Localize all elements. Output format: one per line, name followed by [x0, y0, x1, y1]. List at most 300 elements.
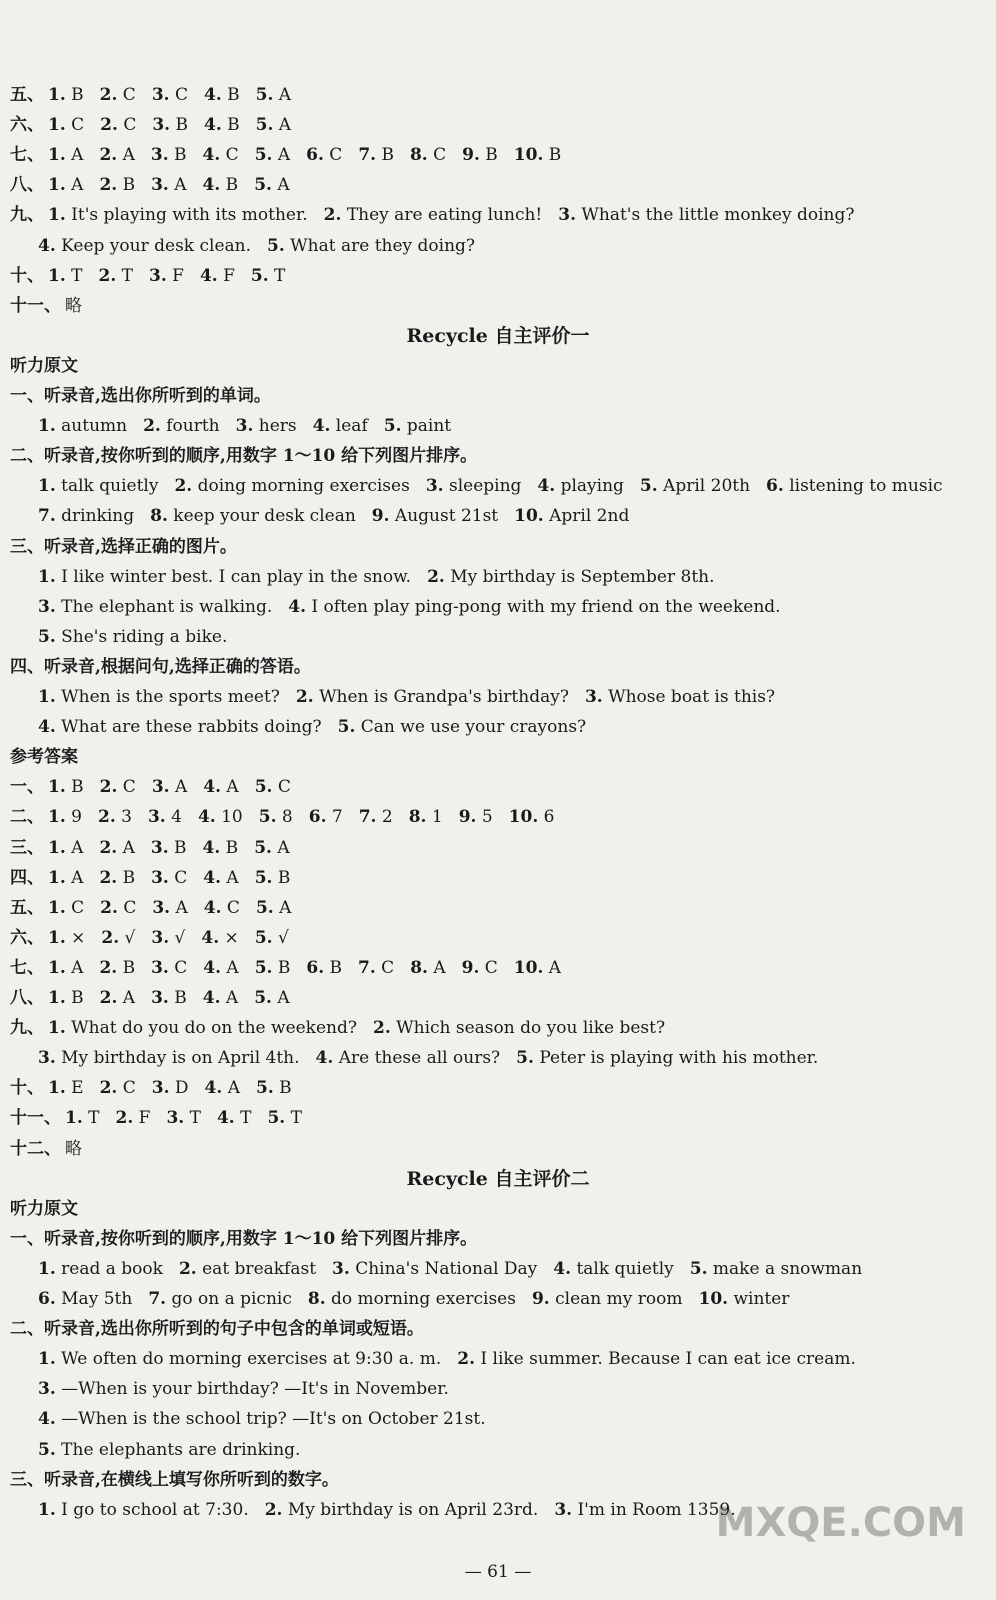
item-value: √	[169, 927, 186, 948]
answer-item	[324, 205, 543, 225]
item-value: playing	[555, 476, 624, 497]
answer-row	[10, 291, 986, 321]
item-number: 3.	[151, 1078, 170, 1099]
item-number: 5.	[337, 717, 356, 738]
item-value: A	[169, 777, 188, 798]
item-value: T	[116, 265, 133, 286]
answer-row	[38, 1344, 986, 1374]
item-value: B	[168, 988, 187, 1008]
answer-item	[462, 958, 498, 978]
item-value: What are they doing?	[284, 235, 476, 256]
item-value: 2	[376, 807, 393, 828]
item-value: A	[65, 867, 84, 888]
item-value: B	[376, 145, 394, 166]
item-number: 5.	[267, 235, 285, 256]
item-number: 3.	[558, 205, 576, 226]
answer-item	[151, 868, 187, 888]
row-text: 略	[65, 295, 82, 316]
item-number: 5.	[255, 1078, 274, 1099]
item-value: I often play ping-pong with my friend on the weekend.	[306, 596, 781, 617]
section-heading: 听力原文	[10, 1198, 78, 1219]
answer-item	[100, 777, 136, 797]
item-value: What's the little monkey doing?	[576, 205, 855, 226]
answer-item	[152, 898, 187, 918]
item-number: 3.	[584, 687, 603, 707]
item-number: 2.	[178, 1258, 197, 1279]
item-value: B	[117, 867, 136, 888]
answer-item	[254, 838, 289, 858]
item-value: A	[220, 988, 239, 1008]
section-heading: 参考答案	[10, 747, 78, 768]
answer-item	[288, 597, 780, 617]
answer-item	[459, 807, 493, 827]
item-number: 4.	[202, 175, 221, 196]
item-number: 4.	[203, 777, 222, 798]
item-number: 2.	[99, 988, 118, 1008]
item-number: 3.	[425, 476, 444, 497]
item-number: 1.	[48, 205, 66, 226]
item-number: 5.	[516, 1048, 534, 1069]
item-number: 8.	[150, 506, 168, 527]
answer-item	[690, 1259, 862, 1279]
answer-item	[267, 1108, 302, 1128]
row-label: 九、	[10, 1018, 44, 1039]
answer-item	[203, 988, 238, 1008]
row-label: 十一、	[10, 1108, 61, 1129]
answer-item	[38, 1259, 163, 1279]
answer-item	[38, 717, 322, 737]
item-value: √	[272, 927, 289, 948]
answer-item	[99, 868, 135, 888]
item-number: 4.	[199, 265, 218, 286]
item-number: 4.	[202, 837, 221, 858]
item-value: clean my room	[549, 1289, 683, 1309]
page-number: — 61 —	[464, 1562, 532, 1582]
answer-item	[200, 266, 235, 286]
item-value: B	[65, 988, 84, 1008]
item-number: 10.	[508, 807, 539, 828]
item-value: A	[170, 897, 188, 918]
answer-item	[255, 928, 289, 948]
item-number: 4.	[202, 988, 221, 1008]
item-value: 4	[165, 807, 182, 828]
answer-item	[410, 958, 445, 978]
answer-item	[203, 145, 239, 165]
answer-item	[359, 807, 393, 827]
answer-item	[48, 838, 83, 858]
item-number: 4.	[38, 717, 56, 738]
answer-item	[204, 898, 240, 918]
item-value: F	[133, 1108, 151, 1129]
item-value: talk quietly	[55, 476, 159, 497]
item-value: Can we use your crayons?	[355, 717, 587, 738]
answer-item	[48, 898, 84, 918]
item-value: B	[168, 837, 187, 858]
item-number: 4.	[203, 957, 222, 978]
answer-item	[152, 1078, 189, 1098]
answer-item	[358, 958, 394, 978]
item-number: 6.	[306, 145, 324, 166]
answer-item	[766, 476, 943, 496]
item-number: 7.	[358, 807, 377, 828]
row-label: 四、	[10, 867, 44, 888]
row-label: 八、	[10, 175, 44, 196]
item-number: 3.	[151, 927, 170, 948]
row-label: 二、	[10, 807, 44, 828]
item-value: Are these all ours?	[333, 1048, 501, 1069]
item-number: 4.	[204, 115, 222, 136]
row-label: 六、	[10, 927, 44, 948]
answer-item	[306, 145, 342, 165]
answer-item	[38, 476, 158, 496]
item-number: 3.	[151, 85, 170, 105]
answer-item	[38, 1440, 300, 1460]
answer-row	[10, 261, 986, 291]
item-number: 4.	[201, 927, 220, 948]
item-number: 10.	[514, 506, 544, 527]
item-value: A	[222, 1078, 240, 1099]
item-number: 5.	[38, 1439, 56, 1460]
answer-item	[204, 85, 240, 105]
item-number: 4.	[38, 235, 56, 256]
item-value: T	[234, 1108, 252, 1129]
answer-item	[313, 416, 368, 436]
item-value: B	[170, 115, 188, 136]
item-number: 4.	[312, 416, 331, 437]
item-number: 3.	[149, 265, 167, 286]
item-value: B	[65, 777, 84, 798]
answer-item	[150, 506, 356, 526]
answer-row	[38, 622, 986, 652]
answer-row	[10, 110, 986, 140]
item-number: 1.	[48, 1018, 66, 1039]
item-number: 5.	[255, 115, 274, 136]
item-value: A	[271, 175, 290, 196]
item-number: 2.	[373, 1018, 391, 1039]
item-number: 5.	[254, 837, 272, 858]
item-number: 2.	[264, 1499, 283, 1520]
answer-item	[255, 868, 291, 888]
item-number: 5.	[254, 957, 273, 978]
item-value: B	[273, 1078, 292, 1099]
item-number: 10.	[513, 957, 544, 978]
item-value: paint	[401, 416, 452, 437]
answer-item	[698, 1289, 789, 1309]
answer-item	[236, 416, 297, 436]
answer-item	[48, 115, 84, 135]
section-heading: 一、听录音,选出你所听到的单词。	[10, 386, 271, 406]
answer-row	[10, 833, 986, 863]
item-number: 3.	[554, 1499, 573, 1520]
item-number: 7.	[38, 506, 56, 527]
item-value: C	[117, 777, 136, 798]
item-value: E	[65, 1078, 84, 1099]
answer-item	[254, 988, 289, 1008]
item-value: A	[273, 897, 292, 918]
answer-item	[308, 1289, 516, 1309]
answer-row	[38, 562, 986, 592]
item-value: 10	[215, 807, 243, 828]
item-number: 4.	[38, 1409, 56, 1430]
item-value: They are eating lunch!	[341, 205, 543, 226]
item-number: 3.	[151, 988, 169, 1008]
answer-item	[148, 1289, 292, 1309]
item-value: ×	[65, 927, 86, 948]
item-value: April 2nd	[543, 506, 630, 527]
item-number: 2.	[101, 927, 120, 948]
item-value: go on a picnic	[166, 1289, 292, 1309]
item-number: 4.	[204, 1078, 223, 1099]
item-number: 1.	[48, 988, 66, 1008]
item-number: 2.	[99, 145, 118, 166]
item-value: Which season do you like best?	[390, 1018, 666, 1039]
item-number: 1.	[38, 1258, 56, 1279]
answer-item	[426, 476, 522, 496]
item-number: 5.	[689, 1258, 708, 1279]
item-value: A	[271, 837, 290, 858]
row-label: 十、	[10, 1078, 44, 1099]
item-value: B	[479, 145, 498, 166]
row-label: 七、	[10, 957, 44, 978]
item-number: 4.	[202, 145, 221, 166]
item-value: B	[272, 867, 291, 888]
answer-row	[10, 80, 986, 110]
item-number: 5.	[639, 476, 658, 497]
answer-item	[148, 807, 182, 827]
section-heading: 二、听录音,按你听到的顺序,用数字 1～10 给下列图片排序。	[10, 446, 478, 467]
answer-item	[259, 807, 293, 827]
item-value: B	[543, 145, 562, 166]
item-value: T	[65, 265, 83, 286]
item-number: 9.	[371, 506, 390, 527]
answer-item	[151, 175, 186, 195]
item-value: A	[168, 175, 187, 196]
item-number: 1.	[48, 837, 66, 858]
answer-row	[10, 140, 986, 170]
item-value: T	[268, 265, 286, 286]
answer-row	[38, 471, 986, 501]
answer-item	[152, 777, 187, 797]
item-number: 5.	[255, 85, 274, 105]
item-number: 1.	[38, 476, 56, 497]
answer-item	[48, 928, 85, 948]
item-value: A	[221, 957, 239, 978]
row-label: 九、	[10, 205, 44, 226]
answer-item	[151, 145, 187, 165]
item-number: 8.	[307, 1289, 326, 1309]
item-number: 3.	[151, 175, 169, 196]
item-value: A	[272, 145, 291, 166]
answer-item	[179, 1259, 316, 1279]
item-value: —When is your birthday? —It's in November.	[55, 1379, 449, 1400]
item-number: 2.	[99, 175, 118, 196]
item-number: 5.	[267, 1108, 286, 1129]
item-number: 1.	[48, 957, 66, 978]
item-value: C	[220, 145, 239, 166]
item-number: 2.	[295, 687, 314, 707]
answer-item	[38, 1349, 441, 1369]
item-number: 2.	[99, 777, 118, 798]
item-value: 6	[538, 807, 555, 828]
answer-item	[38, 1379, 449, 1399]
item-number: 2.	[99, 85, 118, 105]
answer-item	[38, 1409, 486, 1429]
answer-item	[151, 958, 187, 978]
item-number: 3.	[150, 837, 169, 858]
item-value: eat breakfast	[196, 1258, 317, 1279]
item-number: 4.	[315, 1048, 334, 1069]
item-value: China's National Day	[349, 1258, 538, 1279]
item-number: 2.	[457, 1349, 475, 1370]
item-value: B	[324, 957, 343, 978]
answer-row	[10, 1013, 986, 1043]
item-value: B	[272, 957, 291, 978]
answer-item	[38, 236, 251, 256]
item-value: What do you do on the weekend?	[65, 1018, 357, 1039]
item-number: 1.	[48, 777, 66, 798]
answer-item	[65, 1108, 100, 1128]
answer-item	[410, 145, 446, 165]
answer-item	[462, 145, 498, 165]
answer-item	[204, 115, 240, 135]
item-number: 1.	[48, 115, 66, 136]
item-number: 2.	[143, 416, 161, 437]
item-value: A	[271, 988, 290, 1008]
answer-item	[203, 175, 239, 195]
answer-item	[38, 1500, 249, 1520]
answer-item	[99, 175, 135, 195]
item-number: 2.	[427, 566, 445, 587]
answer-item	[48, 205, 308, 225]
item-number: 6.	[766, 476, 784, 497]
answer-row	[38, 1254, 986, 1284]
row-label: 三、	[10, 837, 44, 858]
item-number: 5.	[38, 626, 56, 647]
item-number: 7.	[358, 145, 377, 166]
row-label: 一、	[10, 777, 44, 798]
item-value: C	[168, 957, 188, 978]
item-value: B	[65, 85, 84, 105]
answer-item	[38, 567, 411, 587]
answer-row	[10, 200, 986, 230]
item-number: 3.	[151, 867, 169, 888]
item-value: A	[273, 85, 292, 105]
item-value: C	[117, 1078, 136, 1099]
item-number: 5.	[255, 897, 274, 918]
answer-item	[152, 115, 188, 135]
item-value: My birthday is September 8th.	[444, 566, 715, 587]
item-number: 1.	[48, 927, 66, 948]
item-value: ×	[219, 927, 239, 948]
item-number: 10.	[698, 1289, 729, 1309]
answer-item	[48, 266, 83, 286]
item-value: T	[285, 1108, 302, 1129]
item-value: April 20th	[657, 476, 751, 497]
item-value: My birthday is on April 4th.	[55, 1048, 300, 1069]
item-value: The elephants are drinking.	[55, 1439, 301, 1460]
answer-item	[514, 958, 561, 978]
section-title: Recycle 自主评价一	[406, 324, 590, 347]
item-value: May 5th	[55, 1289, 133, 1309]
item-number: 3.	[235, 416, 254, 437]
item-number: 6.	[38, 1289, 56, 1309]
item-value: It's playing with its mother.	[65, 205, 308, 226]
answer-item	[384, 416, 451, 436]
answer-row	[10, 863, 986, 893]
item-value: —When is the school trip? —It's on October 21st.	[55, 1409, 486, 1430]
item-value: A	[117, 145, 135, 166]
item-value: C	[168, 867, 188, 888]
item-number: 3.	[38, 596, 56, 617]
answer-row	[10, 802, 986, 832]
item-number: 2.	[97, 807, 116, 828]
answer-item	[48, 175, 83, 195]
item-number: 9.	[461, 957, 480, 978]
answer-item	[256, 898, 291, 918]
item-value: B	[221, 115, 240, 136]
item-value: fourth	[160, 416, 220, 437]
row-text: 略	[65, 1138, 82, 1159]
answer-row	[38, 1374, 986, 1404]
item-value: D	[169, 1078, 189, 1099]
answer-item	[116, 1108, 151, 1128]
answer-item	[38, 627, 227, 647]
item-number: 4.	[197, 807, 216, 828]
item-number: 3.	[152, 897, 171, 918]
answer-item	[255, 145, 290, 165]
answer-item	[99, 838, 134, 858]
answer-row	[38, 712, 986, 742]
item-value: C	[427, 145, 447, 166]
answer-item	[100, 1078, 136, 1098]
item-value: Peter is playing with his mother.	[533, 1048, 819, 1069]
item-number: 5.	[250, 265, 269, 286]
item-number: 8.	[408, 807, 427, 828]
item-number: 5.	[254, 145, 273, 166]
answer-item	[101, 928, 135, 948]
item-value: C	[323, 145, 343, 166]
answer-item	[256, 115, 291, 135]
row-label: 八、	[10, 988, 44, 1008]
item-value: 5	[476, 807, 493, 828]
item-number: 2.	[115, 1108, 134, 1129]
answer-row	[38, 682, 986, 712]
item-value: hers	[253, 416, 297, 437]
item-number: 4.	[537, 476, 556, 497]
answer-row	[10, 983, 986, 1013]
section-heading: 一、听录音,按你听到的顺序,用数字 1～10 给下列图片排序。	[10, 1228, 478, 1249]
answer-item	[372, 506, 498, 526]
item-number: 2.	[100, 897, 118, 918]
item-number: 3.	[38, 1379, 56, 1400]
answer-item	[48, 1018, 357, 1038]
item-number: 3.	[151, 957, 169, 978]
item-value: do morning exercises	[325, 1289, 516, 1309]
answer-item	[100, 898, 136, 918]
item-number: 1.	[38, 416, 56, 437]
item-value: talk quietly	[571, 1258, 674, 1279]
item-value: A	[117, 837, 135, 858]
item-number: 1.	[48, 807, 66, 828]
answer-row	[10, 1103, 986, 1133]
answer-item	[558, 205, 854, 225]
answer-item	[99, 958, 135, 978]
answer-item	[509, 807, 555, 827]
answer-item	[585, 687, 775, 707]
item-value: B	[168, 145, 187, 166]
item-value: B	[221, 85, 240, 105]
answer-item	[553, 1259, 673, 1279]
